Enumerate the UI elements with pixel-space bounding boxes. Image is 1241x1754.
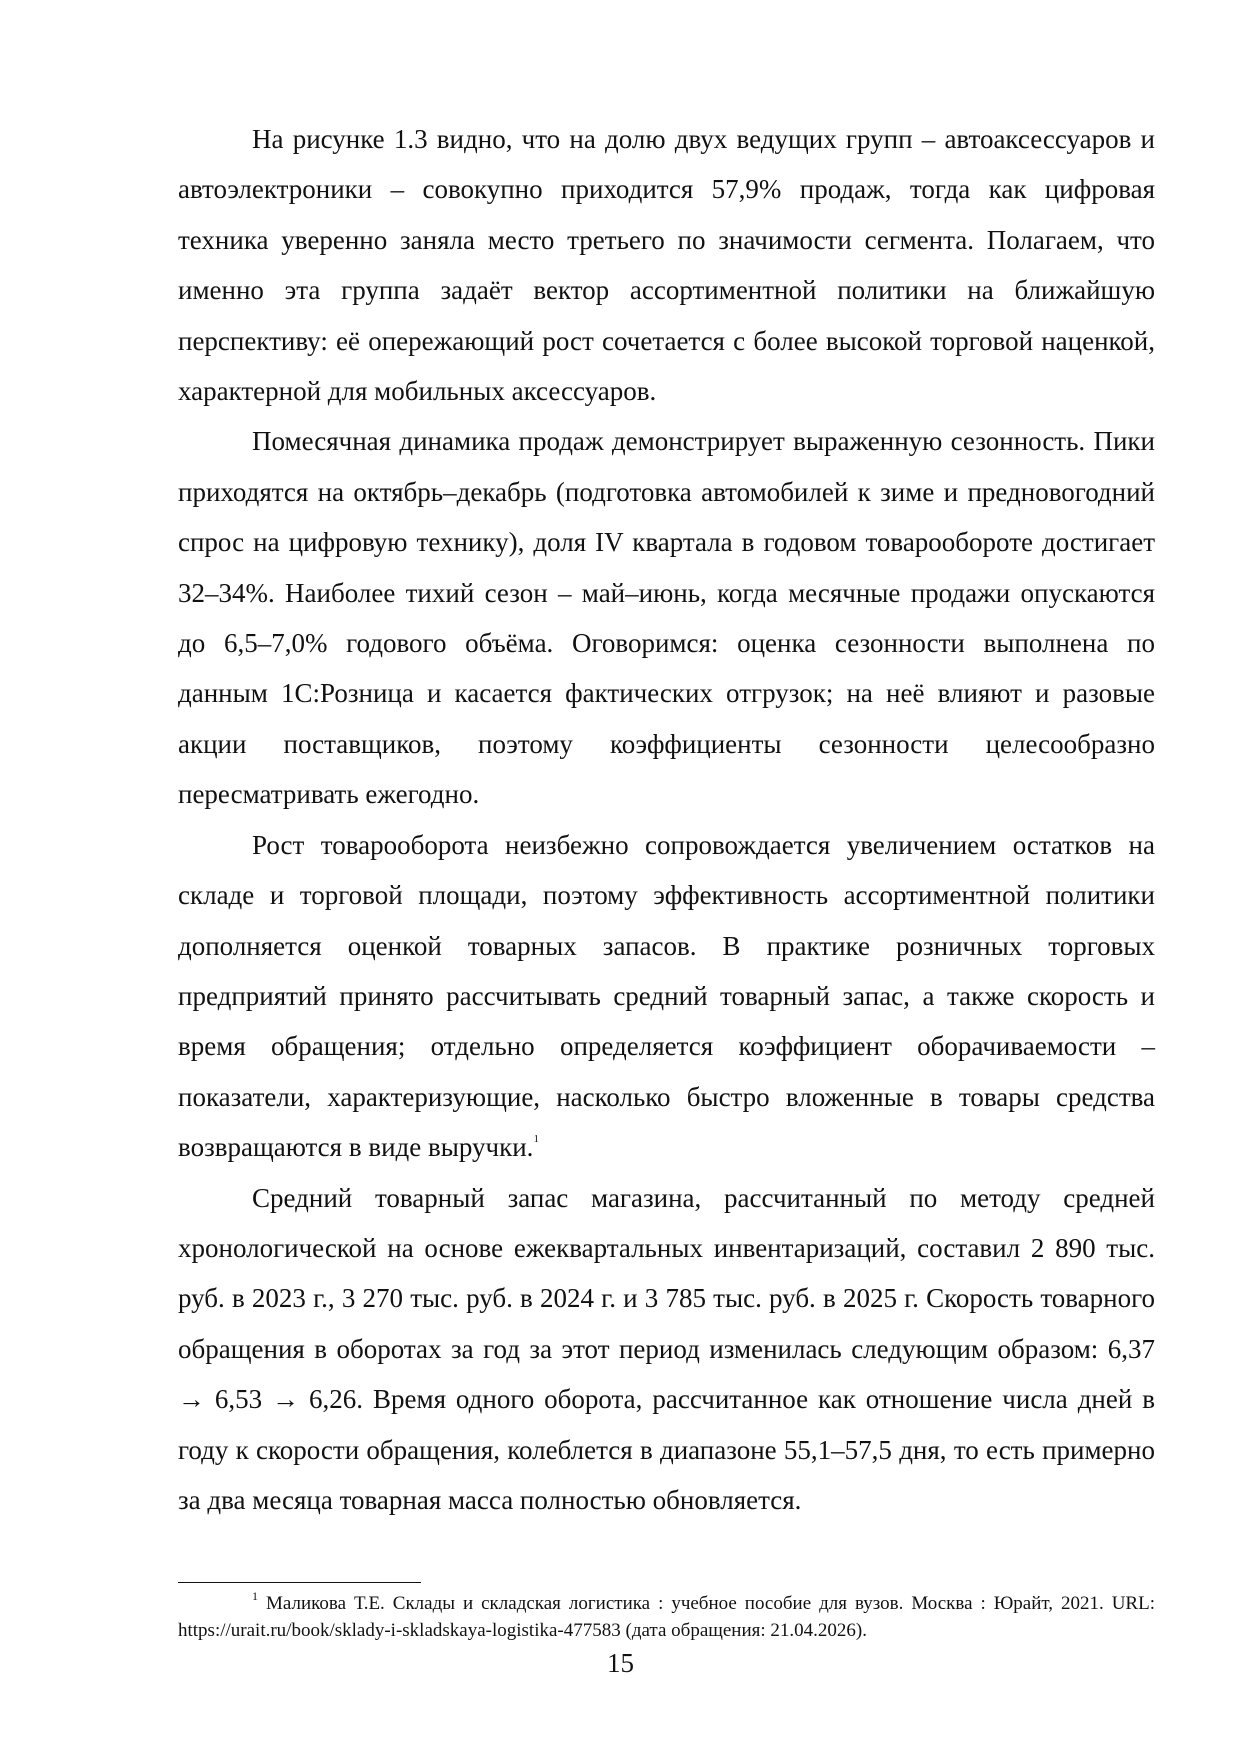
footnote-mark: 1 [252,1588,258,1603]
paragraph-1 [178,114,1155,416]
footnote [178,1590,1155,1644]
paragraph-2 [178,416,1155,819]
paragraph-3-text: Рост товарооборота неизбежно сопровождается увеличением остатков на складе и торговой площади, поэтому эффективность ассортиментной политики дополняется оценкой товарных запасов. В практике розничных торговых предприятий принято рассчитывать средний товарный запас, а также скорость и время обращения; отдельно определяется коэффициент оборачиваемости – показатели, характеризующие, насколько быстро вложенные в товары средства возвращаются в виде выручки. [178,829,1155,1163]
page-number: 15 [607,1648,634,1678]
paragraph-4-text: Средний товарный запас магазина, рассчитанный по методу средней хронологической на основе ежеквартальных инвентаризаций, составил 2 890 тыс. руб. в 2023 г., 3 270 тыс. руб. в 2024 г. и 3 785 тыс. руб. в 2025 г. Скорость товарного обращения в оборотах за год за этот период изменилась следующим образом: 6,37 → 6,53 → 6,26. Время одного оборота, рассчитанное как отношение числа дней в году к скорости обращения, колеблется в диапазоне 55,1–57,5 дня, то есть примерно за два месяца товарная масса полностью обновляется. [178,1182,1155,1515]
paragraph-4 [178,1173,1155,1526]
body-text [178,114,1155,1525]
paragraph-3 [178,820,1155,1173]
footnote-separator [178,1582,421,1583]
paragraph-1-text: На рисунке 1.3 видно, что на долю двух ведущих групп – автоаксессуаров и автоэлектроники – совокупно приходится 57,9% продаж, тогда как цифровая техника уверенно заняла место третьего по значимости сегмента. Полагаем, что именно эта группа задаёт вектор ассортиментной политики на ближайшую перспективу: её опережающий рост сочетается с более высокой торговой наценкой, характерной для мобильных аксессуаров. [178,124,1155,407]
footnote-reference[interactable]: 1 [533,1133,539,1146]
paragraph-2-text: Помесячная динамика продаж демонстрирует выраженную сезонность. Пики приходятся на октябрь–декабрь (подготовка автомобилей к зиме и предновогодний спрос на цифровую технику), доля IV квартала в годовом товарообороте достигает 32–34%. Наиболее тихий сезон – май–июнь, когда месячные продажи опускаются до 6,5–7,0% годового объёма. Оговоримся: оценка сезонности выполнена по данным 1С:Розница и касается фактических отгрузок; на неё влияют и разовые акции поставщиков, поэтому коэффициенты сезонности целесообразно пересматривать ежегодно. [178,426,1155,810]
footnote-text: Маликова Т.Е. Склады и складская логистика : учебное пособие для вузов. Москва : Юрайт, 2021. URL: https://urait.ru/book/sklady-i-skladskaya-logistika-477583 (дата обращения: 21.04.2026). [178,1593,1155,1641]
